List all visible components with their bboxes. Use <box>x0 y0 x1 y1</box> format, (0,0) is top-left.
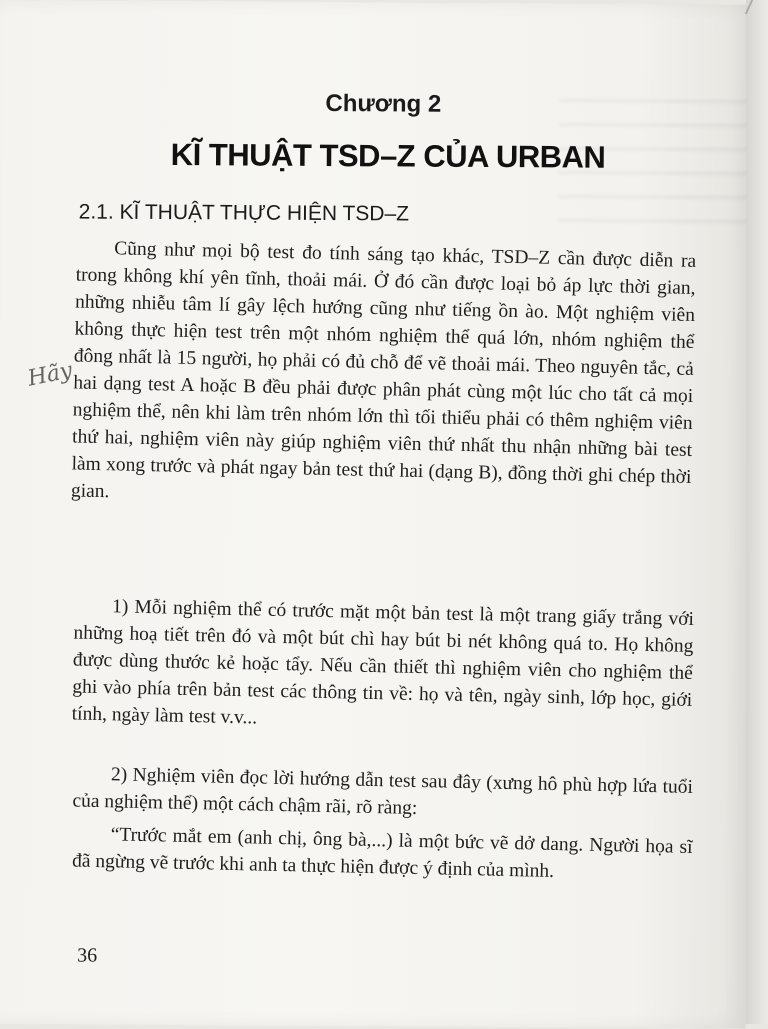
body-paragraph-2: 1) Mỗi nghiệm thể có trước mặt một bản test là một trang giấy trắng với những hoạ tiết trên đó và một bút chì hay bút bi nét không quá to. Họ không được dùng thước kẻ hoặc tẩy. Nếu cần thiết thì nghiệm viên cho nghiệm thể ghi vào phía trên bản test các thông tin về: họ và tên, ngày sinh, lớp học, giới tính, ngày làm test v.v... <box>71 596 695 729</box>
chapter-title: KĨ THUẬT TSD–Z CỦA URBAN <box>170 137 606 175</box>
body-paragraph-3: 2) Nghiệm viên đọc lời hướng dẫn test sau đây (xưng hô phù hợp lứa tuổi của nghiệm thể) một cách chậm rãi, rõ ràng: <box>72 764 694 819</box>
section-heading: 2.1. KĨ THUẬT THỰC HIỆN TSD–Z <box>78 200 410 226</box>
adjacent-page-edge <box>746 0 768 1024</box>
page-number: 36 <box>77 944 98 967</box>
body-paragraph-4: “Trước mắt em (anh chị, ông bà,...) là một bức vẽ dở dang. Người họa sĩ đã ngừng vẽ trước khi anh ta thực hiện được ý định của mình. <box>71 824 693 882</box>
handwritten-margin-note: Hãy <box>25 358 75 392</box>
chapter-label: Chương 2 <box>325 89 442 118</box>
body-paragraph-1: Cũng như mọi bộ test đo tính sáng tạo khác, TSD–Z cần được diễn ra trong không khí yên tĩnh, thoải mái. Ở đó cần được loại bỏ áp lực thời gian, những nhiễu tâm lí gây lệch hướng cũng như tiếng ồn ào. Một nghiệm viên không thực hiện test trên một nhóm nghiệm thể quá lớn, nhóm nghiệm thể đông nhất là 15 người, họ phải có đủ chỗ để vẽ thoải mái. Theo nguyên tắc, cả hai dạng test A hoặc B đều phải được phân phát cùng một lúc cho tất cả mọi nghiệm thể, nên khi làm trên nhóm lớn thì tối thiểu phải có thêm nghiệm viên thứ hai, nghiệm viên này giúp nghiệm viên thứ nhất thu nhận những bài test làm xong trước và phát ngay bản test thứ hai (dạng B), đồng thời ghi chép thời gian. <box>70 238 697 503</box>
